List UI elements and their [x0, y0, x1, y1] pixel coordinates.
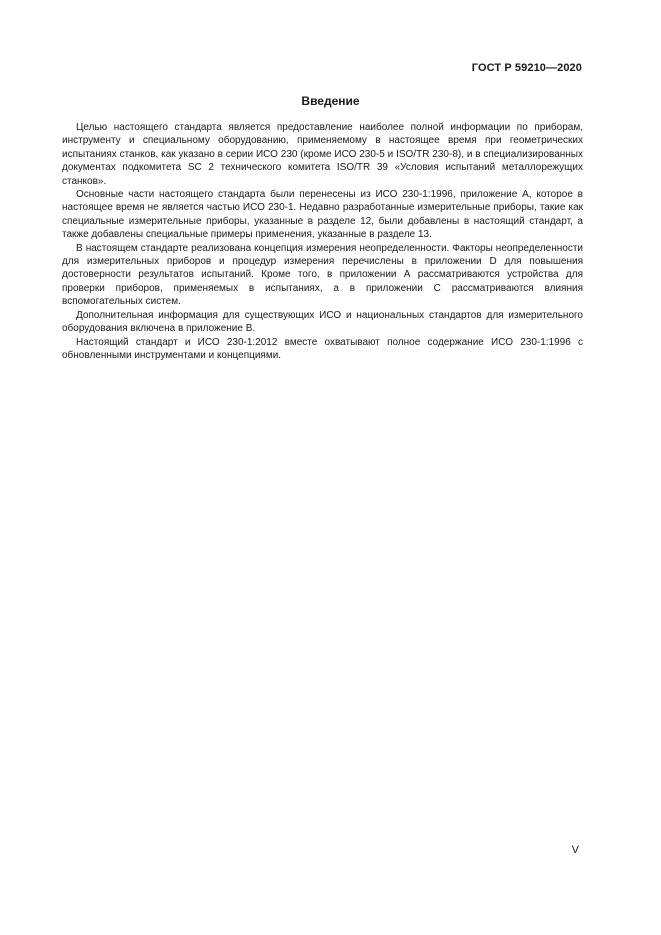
- section-body: [62, 121, 583, 362]
- paragraph-additional-info: Дополнительная информация для существующих ИСО и национальных стандартов для измерительного оборудования включена в приложение В.: [62, 309, 583, 335]
- section-title: Введение: [301, 94, 360, 108]
- paragraph-uncertainty: В настоящем стандарте реализована концепция измерения неопределенности. Факторы неопределенности для измерительных приборов и процедур измерения перечислены в приложении D для повышения достоверности результатов испытаний. Кроме того, в приложении А рассматриваются устройства для проверки приборов, применяемых в испытаниях, а в приложении С рассматриваются влияния вспомогательных систем.: [62, 242, 583, 308]
- paragraph-purpose: Целью настоящего стандарта является предоставление наиболее полной информации по приборам, инструменту и специальному оборудованию, применяемому в настоящее время при геометрических испытаниях станков, как указано в серии ИСО 230 (кроме ИСО 230-5 и ISO/TR 230-8), и в специализированных документах подкомитета SC 2 технического комитета ISO/TR 39 «Условия испытаний металлорежущих станков».: [62, 122, 583, 187]
- paragraph-coverage: Настоящий стандарт и ИСО 230-1:2012 вместе охватывают полное содержание ИСО 230-1:1996 с обновленными инструментами и концепциями.: [62, 336, 583, 361]
- document-code: ГОСТ Р 59210—2020: [471, 62, 582, 74]
- page-number: V: [571, 844, 579, 856]
- paragraph-main-parts: Основные части настоящего стандарта были перенесены из ИСО 230-1:1996, приложение А, которое в настоящее время не является частью ИСО 230-1. Недавно разработанные измерительные приборы, такие как специальные измерительные приборы, указанные в разделе 12, были добавлены в настоящий стандарт, а также добавлены специальные примеры применения, указанные в разделе 13.: [62, 189, 583, 241]
